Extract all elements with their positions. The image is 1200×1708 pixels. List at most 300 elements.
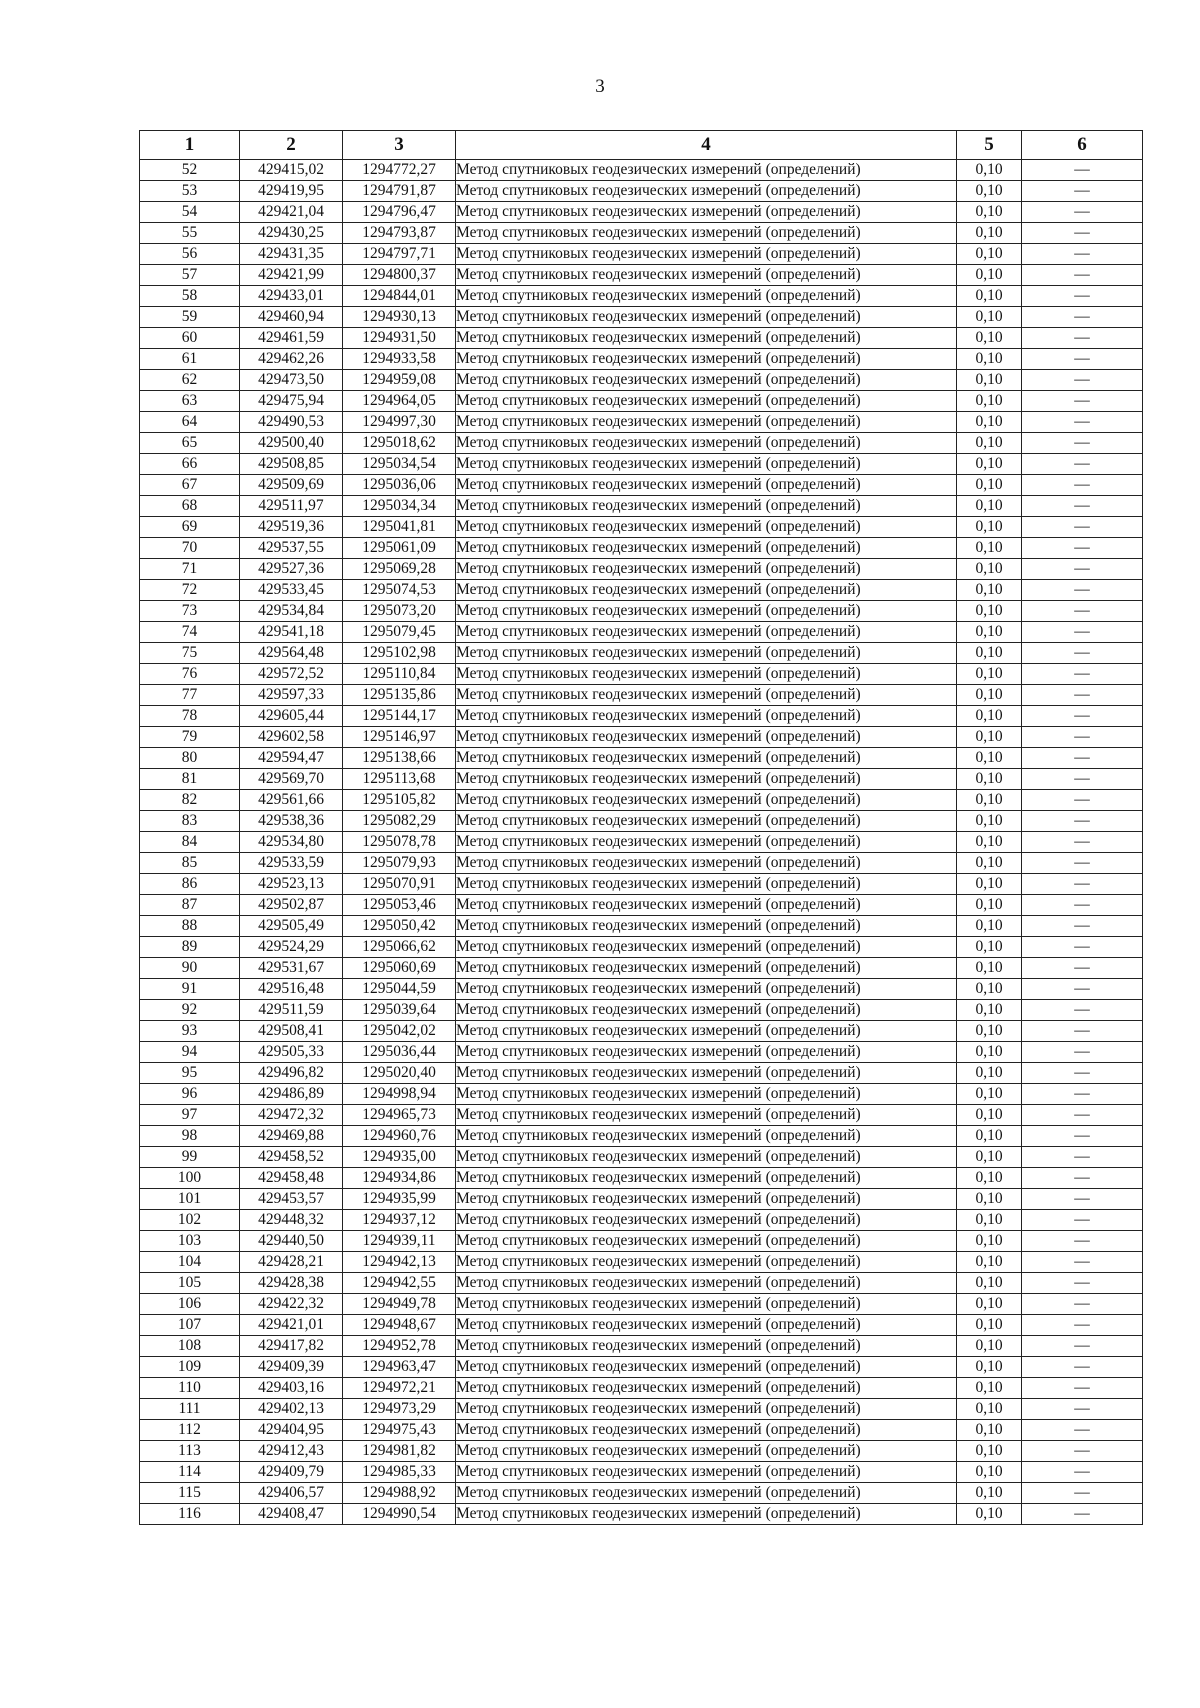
method-cell: Метод спутниковых геодезических измерений (определений) xyxy=(456,853,957,874)
x-coordinate-cell: 429421,04 xyxy=(240,202,343,223)
x-coordinate-cell: 429408,47 xyxy=(240,1504,343,1525)
table-row xyxy=(140,1252,1143,1273)
accuracy-cell: 0,10 xyxy=(957,223,1022,244)
accuracy-cell: 0,10 xyxy=(957,1105,1022,1126)
note-cell: — xyxy=(1022,1273,1143,1294)
note-cell: — xyxy=(1022,664,1143,685)
table-row xyxy=(140,895,1143,916)
accuracy-cell: 0,10 xyxy=(957,643,1022,664)
x-coordinate-cell: 429516,48 xyxy=(240,979,343,1000)
accuracy-cell: 0,10 xyxy=(957,244,1022,265)
x-coordinate-cell: 429538,36 xyxy=(240,811,343,832)
accuracy-cell: 0,10 xyxy=(957,685,1022,706)
method-cell: Метод спутниковых геодезических измерений (определений) xyxy=(456,559,957,580)
y-coordinate-cell: 1294793,87 xyxy=(343,223,456,244)
table-header-row xyxy=(140,131,1143,160)
point-number-cell: 66 xyxy=(140,454,240,475)
x-coordinate-cell: 429496,82 xyxy=(240,1063,343,1084)
table-row xyxy=(140,1105,1143,1126)
x-coordinate-cell: 429490,53 xyxy=(240,412,343,433)
x-coordinate-cell: 429406,57 xyxy=(240,1483,343,1504)
note-cell: — xyxy=(1022,1315,1143,1336)
x-coordinate-cell: 429519,36 xyxy=(240,517,343,538)
table-row xyxy=(140,1126,1143,1147)
table-row xyxy=(140,874,1143,895)
point-number-cell: 74 xyxy=(140,622,240,643)
page-number: 3 xyxy=(595,76,605,97)
note-cell: — xyxy=(1022,1294,1143,1315)
method-cell: Метод спутниковых геодезических измерений (определений) xyxy=(456,1126,957,1147)
table-row xyxy=(140,391,1143,412)
method-cell: Метод спутниковых геодезических измерений (определений) xyxy=(456,538,957,559)
accuracy-cell: 0,10 xyxy=(957,1210,1022,1231)
accuracy-cell: 0,10 xyxy=(957,412,1022,433)
point-number-cell: 62 xyxy=(140,370,240,391)
x-coordinate-cell: 429508,41 xyxy=(240,1021,343,1042)
y-coordinate-cell: 1295079,45 xyxy=(343,622,456,643)
point-number-cell: 77 xyxy=(140,685,240,706)
accuracy-cell: 0,10 xyxy=(957,1063,1022,1084)
x-coordinate-cell: 429433,01 xyxy=(240,286,343,307)
point-number-cell: 89 xyxy=(140,937,240,958)
y-coordinate-cell: 1294972,21 xyxy=(343,1378,456,1399)
x-coordinate-cell: 429417,82 xyxy=(240,1336,343,1357)
x-coordinate-cell: 429533,45 xyxy=(240,580,343,601)
accuracy-cell: 0,10 xyxy=(957,1147,1022,1168)
y-coordinate-cell: 1294948,67 xyxy=(343,1315,456,1336)
y-coordinate-cell: 1295113,68 xyxy=(343,769,456,790)
point-number-cell: 76 xyxy=(140,664,240,685)
table-row xyxy=(140,1315,1143,1336)
note-cell: — xyxy=(1022,853,1143,874)
y-coordinate-cell: 1294949,78 xyxy=(343,1294,456,1315)
y-coordinate-cell: 1294934,86 xyxy=(343,1168,456,1189)
x-coordinate-cell: 429461,59 xyxy=(240,328,343,349)
accuracy-cell: 0,10 xyxy=(957,832,1022,853)
y-coordinate-cell: 1295070,91 xyxy=(343,874,456,895)
method-cell: Метод спутниковых геодезических измерений (определений) xyxy=(456,349,957,370)
x-coordinate-cell: 429403,16 xyxy=(240,1378,343,1399)
table-row xyxy=(140,454,1143,475)
note-cell: — xyxy=(1022,265,1143,286)
x-coordinate-cell: 429453,57 xyxy=(240,1189,343,1210)
point-number-cell: 96 xyxy=(140,1084,240,1105)
point-number-cell: 85 xyxy=(140,853,240,874)
note-cell: — xyxy=(1022,622,1143,643)
x-coordinate-cell: 429594,47 xyxy=(240,748,343,769)
method-cell: Метод спутниковых геодезических измерений (определений) xyxy=(456,181,957,202)
table-row xyxy=(140,916,1143,937)
point-number-cell: 81 xyxy=(140,769,240,790)
y-coordinate-cell: 1295061,09 xyxy=(343,538,456,559)
table-row xyxy=(140,1063,1143,1084)
table-row xyxy=(140,433,1143,454)
note-cell: — xyxy=(1022,1483,1143,1504)
x-coordinate-cell: 429404,95 xyxy=(240,1420,343,1441)
accuracy-cell: 0,10 xyxy=(957,559,1022,580)
accuracy-cell: 0,10 xyxy=(957,1378,1022,1399)
x-coordinate-cell: 429462,26 xyxy=(240,349,343,370)
table-row xyxy=(140,328,1143,349)
table-row xyxy=(140,664,1143,685)
method-cell: Метод спутниковых геодезических измерений (определений) xyxy=(456,622,957,643)
table-row xyxy=(140,706,1143,727)
note-cell: — xyxy=(1022,1042,1143,1063)
y-coordinate-cell: 1294975,43 xyxy=(343,1420,456,1441)
method-cell: Метод спутниковых геодезических измерений (определений) xyxy=(456,979,957,1000)
accuracy-cell: 0,10 xyxy=(957,1000,1022,1021)
method-cell: Метод спутниковых геодезических измерений (определений) xyxy=(456,517,957,538)
method-cell: Метод спутниковых геодезических измерений (определений) xyxy=(456,601,957,622)
y-coordinate-cell: 1295082,29 xyxy=(343,811,456,832)
x-coordinate-cell: 429475,94 xyxy=(240,391,343,412)
y-coordinate-cell: 1294965,73 xyxy=(343,1105,456,1126)
point-number-cell: 115 xyxy=(140,1483,240,1504)
note-cell: — xyxy=(1022,748,1143,769)
accuracy-cell: 0,10 xyxy=(957,1441,1022,1462)
y-coordinate-cell: 1295110,84 xyxy=(343,664,456,685)
method-cell: Метод спутниковых геодезических измерений (определений) xyxy=(456,748,957,769)
table-row xyxy=(140,832,1143,853)
x-coordinate-cell: 429523,13 xyxy=(240,874,343,895)
method-cell: Метод спутниковых геодезических измерений (определений) xyxy=(456,1420,957,1441)
table-row xyxy=(140,1189,1143,1210)
point-number-cell: 103 xyxy=(140,1231,240,1252)
point-number-cell: 64 xyxy=(140,412,240,433)
method-cell: Метод спутниковых геодезических измерений (определений) xyxy=(456,1357,957,1378)
y-coordinate-cell: 1295078,78 xyxy=(343,832,456,853)
table-row xyxy=(140,580,1143,601)
x-coordinate-cell: 429524,29 xyxy=(240,937,343,958)
x-coordinate-cell: 429527,36 xyxy=(240,559,343,580)
point-number-cell: 108 xyxy=(140,1336,240,1357)
table-row xyxy=(140,748,1143,769)
x-coordinate-cell: 429500,40 xyxy=(240,433,343,454)
method-cell: Метод спутниковых геодезических измерений (определений) xyxy=(456,958,957,979)
note-cell: — xyxy=(1022,1252,1143,1273)
x-coordinate-cell: 429431,35 xyxy=(240,244,343,265)
point-number-cell: 56 xyxy=(140,244,240,265)
table-row xyxy=(140,811,1143,832)
point-number-cell: 98 xyxy=(140,1126,240,1147)
x-coordinate-cell: 429505,33 xyxy=(240,1042,343,1063)
x-coordinate-cell: 429605,44 xyxy=(240,706,343,727)
method-cell: Метод спутниковых геодезических измерений (определений) xyxy=(456,286,957,307)
y-coordinate-cell: 1295034,54 xyxy=(343,454,456,475)
table-row xyxy=(140,769,1143,790)
note-cell: — xyxy=(1022,1189,1143,1210)
note-cell: — xyxy=(1022,307,1143,328)
x-coordinate-cell: 429421,01 xyxy=(240,1315,343,1336)
method-cell: Метод спутниковых геодезических измерений (определений) xyxy=(456,769,957,790)
point-number-cell: 72 xyxy=(140,580,240,601)
point-number-cell: 93 xyxy=(140,1021,240,1042)
point-number-cell: 95 xyxy=(140,1063,240,1084)
y-coordinate-cell: 1295144,17 xyxy=(343,706,456,727)
y-coordinate-cell: 1295042,02 xyxy=(343,1021,456,1042)
y-coordinate-cell: 1295135,86 xyxy=(343,685,456,706)
note-cell: — xyxy=(1022,454,1143,475)
method-cell: Метод спутниковых геодезических измерений (определений) xyxy=(456,1483,957,1504)
point-number-cell: 106 xyxy=(140,1294,240,1315)
table-row xyxy=(140,1294,1143,1315)
note-cell: — xyxy=(1022,811,1143,832)
point-number-cell: 73 xyxy=(140,601,240,622)
y-coordinate-cell: 1295044,59 xyxy=(343,979,456,1000)
x-coordinate-cell: 429597,33 xyxy=(240,685,343,706)
point-number-cell: 91 xyxy=(140,979,240,1000)
table-row xyxy=(140,1168,1143,1189)
column-header: 4 xyxy=(456,131,957,160)
method-cell: Метод спутниковых геодезических измерений (определений) xyxy=(456,1336,957,1357)
accuracy-cell: 0,10 xyxy=(957,664,1022,685)
method-cell: Метод спутниковых геодезических измерений (определений) xyxy=(456,916,957,937)
accuracy-cell: 0,10 xyxy=(957,853,1022,874)
y-coordinate-cell: 1294998,94 xyxy=(343,1084,456,1105)
table-row xyxy=(140,1021,1143,1042)
table-row xyxy=(140,1357,1143,1378)
table-row xyxy=(140,853,1143,874)
method-cell: Метод спутниковых геодезических измерений (определений) xyxy=(456,370,957,391)
note-cell: — xyxy=(1022,244,1143,265)
y-coordinate-cell: 1295102,98 xyxy=(343,643,456,664)
note-cell: — xyxy=(1022,1210,1143,1231)
note-cell: — xyxy=(1022,1084,1143,1105)
point-number-cell: 75 xyxy=(140,643,240,664)
y-coordinate-cell: 1294952,78 xyxy=(343,1336,456,1357)
table-row xyxy=(140,1000,1143,1021)
method-cell: Метод спутниковых геодезических измерений (определений) xyxy=(456,1378,957,1399)
point-number-cell: 65 xyxy=(140,433,240,454)
accuracy-cell: 0,10 xyxy=(957,1483,1022,1504)
y-coordinate-cell: 1295074,53 xyxy=(343,580,456,601)
y-coordinate-cell: 1294791,87 xyxy=(343,181,456,202)
point-number-cell: 59 xyxy=(140,307,240,328)
method-cell: Метод спутниковых геодезических измерений (определений) xyxy=(456,1147,957,1168)
y-coordinate-cell: 1294931,50 xyxy=(343,328,456,349)
method-cell: Метод спутниковых геодезических измерений (определений) xyxy=(456,202,957,223)
point-number-cell: 87 xyxy=(140,895,240,916)
y-coordinate-cell: 1295034,34 xyxy=(343,496,456,517)
note-cell: — xyxy=(1022,769,1143,790)
accuracy-cell: 0,10 xyxy=(957,790,1022,811)
x-coordinate-cell: 429419,95 xyxy=(240,181,343,202)
accuracy-cell: 0,10 xyxy=(957,307,1022,328)
y-coordinate-cell: 1294772,27 xyxy=(343,160,456,181)
x-coordinate-cell: 429412,43 xyxy=(240,1441,343,1462)
method-cell: Метод спутниковых геодезических измерений (определений) xyxy=(456,412,957,433)
x-coordinate-cell: 429509,69 xyxy=(240,475,343,496)
y-coordinate-cell: 1295146,97 xyxy=(343,727,456,748)
table-row xyxy=(140,286,1143,307)
method-cell: Метод спутниковых геодезических измерений (определений) xyxy=(456,1441,957,1462)
point-number-cell: 54 xyxy=(140,202,240,223)
note-cell: — xyxy=(1022,1000,1143,1021)
table-row xyxy=(140,1231,1143,1252)
method-cell: Метод спутниковых геодезических измерений (определений) xyxy=(456,1189,957,1210)
table-row xyxy=(140,1420,1143,1441)
method-cell: Метод спутниковых геодезических измерений (определений) xyxy=(456,1210,957,1231)
note-cell: — xyxy=(1022,538,1143,559)
table-row xyxy=(140,496,1143,517)
x-coordinate-cell: 429572,52 xyxy=(240,664,343,685)
point-number-cell: 55 xyxy=(140,223,240,244)
accuracy-cell: 0,10 xyxy=(957,1504,1022,1525)
x-coordinate-cell: 429473,50 xyxy=(240,370,343,391)
point-number-cell: 107 xyxy=(140,1315,240,1336)
y-coordinate-cell: 1295039,64 xyxy=(343,1000,456,1021)
accuracy-cell: 0,10 xyxy=(957,265,1022,286)
note-cell: — xyxy=(1022,643,1143,664)
y-coordinate-cell: 1294985,33 xyxy=(343,1462,456,1483)
note-cell: — xyxy=(1022,223,1143,244)
accuracy-cell: 0,10 xyxy=(957,958,1022,979)
x-coordinate-cell: 429440,50 xyxy=(240,1231,343,1252)
y-coordinate-cell: 1295060,69 xyxy=(343,958,456,979)
method-cell: Метод спутниковых геодезических измерений (определений) xyxy=(456,1504,957,1525)
method-cell: Метод спутниковых геодезических измерений (определений) xyxy=(456,475,957,496)
table-row xyxy=(140,1441,1143,1462)
point-number-cell: 63 xyxy=(140,391,240,412)
method-cell: Метод спутниковых геодезических измерений (определений) xyxy=(456,328,957,349)
coordinates-table xyxy=(139,130,1143,1525)
accuracy-cell: 0,10 xyxy=(957,979,1022,1000)
table-row xyxy=(140,202,1143,223)
point-number-cell: 92 xyxy=(140,1000,240,1021)
table-row xyxy=(140,412,1143,433)
accuracy-cell: 0,10 xyxy=(957,286,1022,307)
point-number-cell: 114 xyxy=(140,1462,240,1483)
x-coordinate-cell: 429511,59 xyxy=(240,1000,343,1021)
note-cell: — xyxy=(1022,391,1143,412)
note-cell: — xyxy=(1022,1231,1143,1252)
table-row xyxy=(140,475,1143,496)
method-cell: Метод спутниковых геодезических измерений (определений) xyxy=(456,706,957,727)
y-coordinate-cell: 1294959,08 xyxy=(343,370,456,391)
note-cell: — xyxy=(1022,286,1143,307)
x-coordinate-cell: 429541,18 xyxy=(240,622,343,643)
accuracy-cell: 0,10 xyxy=(957,1168,1022,1189)
y-coordinate-cell: 1295053,46 xyxy=(343,895,456,916)
accuracy-cell: 0,10 xyxy=(957,1231,1022,1252)
table-row xyxy=(140,1084,1143,1105)
table-row xyxy=(140,1462,1143,1483)
y-coordinate-cell: 1294935,99 xyxy=(343,1189,456,1210)
y-coordinate-cell: 1294973,29 xyxy=(343,1399,456,1420)
method-cell: Метод спутниковых геодезических измерений (определений) xyxy=(456,790,957,811)
note-cell: — xyxy=(1022,1168,1143,1189)
x-coordinate-cell: 429428,21 xyxy=(240,1252,343,1273)
y-coordinate-cell: 1294988,92 xyxy=(343,1483,456,1504)
y-coordinate-cell: 1295066,62 xyxy=(343,937,456,958)
point-number-cell: 88 xyxy=(140,916,240,937)
point-number-cell: 68 xyxy=(140,496,240,517)
accuracy-cell: 0,10 xyxy=(957,601,1022,622)
point-number-cell: 79 xyxy=(140,727,240,748)
method-cell: Метод спутниковых геодезических измерений (определений) xyxy=(456,643,957,664)
method-cell: Метод спутниковых геодезических измерений (определений) xyxy=(456,160,957,181)
table-row xyxy=(140,559,1143,580)
accuracy-cell: 0,10 xyxy=(957,1126,1022,1147)
table-row xyxy=(140,685,1143,706)
note-cell: — xyxy=(1022,1126,1143,1147)
y-coordinate-cell: 1295036,06 xyxy=(343,475,456,496)
point-number-cell: 83 xyxy=(140,811,240,832)
y-coordinate-cell: 1295105,82 xyxy=(343,790,456,811)
y-coordinate-cell: 1294964,05 xyxy=(343,391,456,412)
note-cell: — xyxy=(1022,685,1143,706)
method-cell: Метод спутниковых геодезических измерений (определений) xyxy=(456,937,957,958)
method-cell: Метод спутниковых геодезических измерений (определений) xyxy=(456,1399,957,1420)
table-row xyxy=(140,307,1143,328)
accuracy-cell: 0,10 xyxy=(957,622,1022,643)
note-cell: — xyxy=(1022,1378,1143,1399)
note-cell: — xyxy=(1022,1504,1143,1525)
x-coordinate-cell: 429458,48 xyxy=(240,1168,343,1189)
note-cell: — xyxy=(1022,895,1143,916)
x-coordinate-cell: 429502,87 xyxy=(240,895,343,916)
point-number-cell: 52 xyxy=(140,160,240,181)
x-coordinate-cell: 429402,13 xyxy=(240,1399,343,1420)
note-cell: — xyxy=(1022,706,1143,727)
y-coordinate-cell: 1294997,30 xyxy=(343,412,456,433)
point-number-cell: 80 xyxy=(140,748,240,769)
y-coordinate-cell: 1294960,76 xyxy=(343,1126,456,1147)
note-cell: — xyxy=(1022,958,1143,979)
y-coordinate-cell: 1294942,13 xyxy=(343,1252,456,1273)
note-cell: — xyxy=(1022,601,1143,622)
table-row xyxy=(140,1336,1143,1357)
note-cell: — xyxy=(1022,727,1143,748)
y-coordinate-cell: 1295041,81 xyxy=(343,517,456,538)
accuracy-cell: 0,10 xyxy=(957,496,1022,517)
method-cell: Метод спутниковых геодезических измерений (определений) xyxy=(456,1105,957,1126)
point-number-cell: 111 xyxy=(140,1399,240,1420)
note-cell: — xyxy=(1022,1399,1143,1420)
x-coordinate-cell: 429564,48 xyxy=(240,643,343,664)
method-cell: Метод спутниковых геодезических измерений (определений) xyxy=(456,244,957,265)
point-number-cell: 99 xyxy=(140,1147,240,1168)
x-coordinate-cell: 429537,55 xyxy=(240,538,343,559)
accuracy-cell: 0,10 xyxy=(957,811,1022,832)
point-number-cell: 71 xyxy=(140,559,240,580)
y-coordinate-cell: 1294935,00 xyxy=(343,1147,456,1168)
note-cell: — xyxy=(1022,1420,1143,1441)
table-row xyxy=(140,370,1143,391)
column-header: 2 xyxy=(240,131,343,160)
method-cell: Метод спутниковых геодезических измерений (определений) xyxy=(456,1021,957,1042)
x-coordinate-cell: 429534,84 xyxy=(240,601,343,622)
x-coordinate-cell: 429458,52 xyxy=(240,1147,343,1168)
y-coordinate-cell: 1295079,93 xyxy=(343,853,456,874)
accuracy-cell: 0,10 xyxy=(957,1042,1022,1063)
note-cell: — xyxy=(1022,832,1143,853)
note-cell: — xyxy=(1022,475,1143,496)
note-cell: — xyxy=(1022,1063,1143,1084)
point-number-cell: 61 xyxy=(140,349,240,370)
y-coordinate-cell: 1295050,42 xyxy=(343,916,456,937)
x-coordinate-cell: 429534,80 xyxy=(240,832,343,853)
x-coordinate-cell: 429448,32 xyxy=(240,1210,343,1231)
x-coordinate-cell: 429569,70 xyxy=(240,769,343,790)
x-coordinate-cell: 429511,97 xyxy=(240,496,343,517)
point-number-cell: 94 xyxy=(140,1042,240,1063)
y-coordinate-cell: 1294844,01 xyxy=(343,286,456,307)
x-coordinate-cell: 429409,39 xyxy=(240,1357,343,1378)
point-number-cell: 110 xyxy=(140,1378,240,1399)
y-coordinate-cell: 1295138,66 xyxy=(343,748,456,769)
point-number-cell: 86 xyxy=(140,874,240,895)
